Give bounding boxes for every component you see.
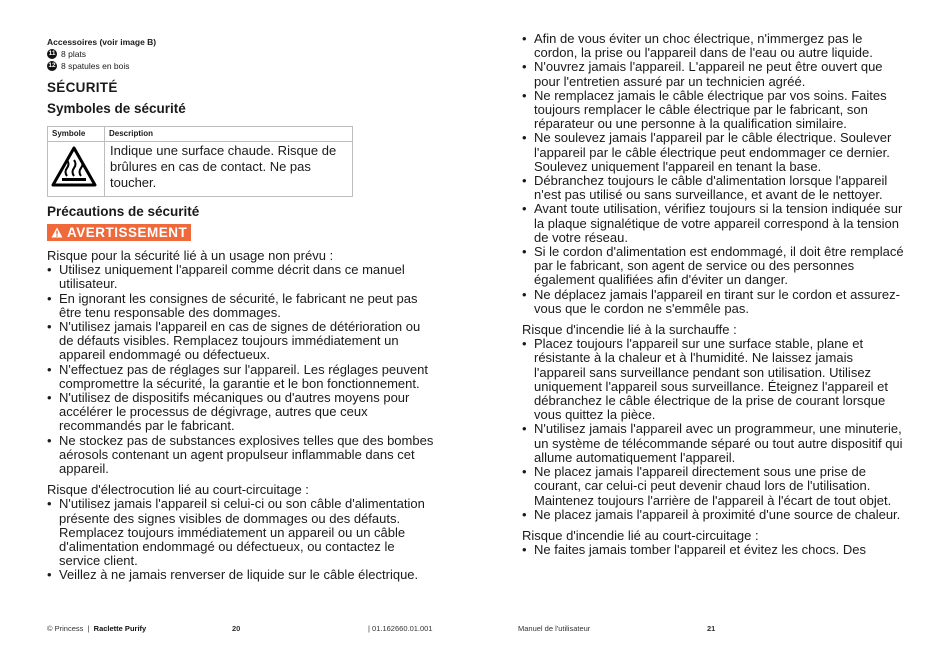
risk-heading: Risque d'incendie lié à la surchauffe :	[522, 322, 737, 338]
list-item: • Ne soulevez jamais l'appareil par le câble électrique. Soulever l'appareil par le câble électrique peut endommager ce dernier. Soulevez uniquement l'appareil en tenant la base.	[522, 131, 907, 174]
list-item: • Ne placez jamais l'appareil à proximité d'une source de chaleur.	[522, 508, 907, 522]
list-item: • Débranchez toujours le câble d'alimentation lorsque l'appareil n'est pas utilisé ou sans surveillance, et avant de le nettoyer.	[522, 174, 907, 202]
accessory-label: 8 plats	[61, 49, 87, 59]
accessory-item	[47, 60, 435, 72]
warning-banner	[47, 224, 191, 241]
warning-label: AVERTISSEMENT	[67, 225, 188, 240]
symbols-title: Symboles de sécurité	[47, 101, 186, 116]
footer-code: | 01.162660.01.001	[368, 624, 433, 633]
col-header-symbol: Symbole	[48, 127, 105, 142]
footer-brand: © Princess	[47, 624, 84, 633]
list-item: • N'utilisez jamais l'appareil en cas de signes de détérioration ou de défauts visibles. Remplacez toujours immédiatement un appareil endommagé ou défectueux.	[47, 320, 435, 363]
bullet-list	[522, 543, 907, 557]
footer-brand-line	[47, 624, 146, 633]
page-number-right: 21	[707, 624, 716, 633]
list-item: • Si le cordon d'alimentation est endommagé, il doit être remplacé par le fabricant, son agent de service ou des personnes également qualifiées afin d'éviter un danger.	[522, 245, 907, 288]
list-item: • Ne faites jamais tomber l'appareil et évitez les chocs. Des	[522, 543, 907, 557]
list-item: • Veillez à ne jamais renverser de liquide sur le câble électrique.	[47, 568, 435, 582]
footer-separator: |	[87, 624, 90, 633]
list-item: • N'utilisez de dispositifs mécaniques ou d'autres moyens pour accélérer le processus de dégivrage, autres que ceux recommandés par le fabricant.	[47, 391, 435, 434]
left-page	[47, 36, 435, 583]
page-number-left: 20	[232, 624, 241, 633]
risk-heading: Risque pour la sécurité lié à un usage non prévu :	[47, 248, 334, 263]
list-item: • Ne remplacez jamais le câble électrique par vos soins. Faites toujours remplacer le câble électrique par le fabricant, son réparateur ou une personne à la qualification similaire.	[522, 89, 907, 132]
list-item: • Ne déplacez jamais l'appareil en tirant sur le cordon et assurez-vous que le cordon ne s'emmêle pas.	[522, 288, 907, 316]
accessory-label: 8 spatules en bois	[61, 61, 130, 71]
accessory-item	[47, 48, 435, 60]
col-header-description: Description	[105, 127, 353, 142]
list-item: • Afin de vous éviter un choc électrique, n'immergez pas le cordon, la prise ou l'appareil dans de l'eau ou autre liquide.	[522, 32, 907, 60]
section-title: SÉCURITÉ	[47, 80, 118, 95]
hot-surface-icon	[51, 146, 97, 187]
list-item: • Utilisez uniquement l'appareil comme décrit dans ce manuel utilisateur.	[47, 263, 435, 291]
list-item: • Ne placez jamais l'appareil directement sous une prise de courant, car celui-ci peut devenir chaud lors de l'utilisation. Maintenez toujours l'arrière de l'appareil à l'écart de tout objet.	[522, 465, 907, 508]
bullet-list	[522, 32, 907, 316]
list-item: • N'ouvrez jamais l'appareil. L'appareil ne peut être ouvert que pour l'entretien assuré par un technicien agréé.	[522, 60, 907, 88]
bullet-list	[522, 337, 907, 522]
warning-triangle-icon	[51, 227, 63, 238]
list-item: • Avant toute utilisation, vérifiez toujours si la tension indiquée sur la plaque signalétique de votre appareil correspond à la tension de votre réseau.	[522, 202, 907, 245]
list-item: • N'utilisez jamais l'appareil si celui-ci ou son câble d'alimentation présente des signes visibles de dommages ou des défauts. Remplacez toujours immédiatement un appareil ou un câble d'alimentation endommagé ou défectueux, ou contactez le service client.	[47, 497, 435, 568]
symbol-cell	[48, 142, 105, 197]
list-item: • En ignorant les consignes de sécurité, le fabricant ne peut pas être tenu responsable des dommages.	[47, 292, 435, 320]
precautions-title: Précautions de sécurité	[47, 204, 200, 219]
list-item: • N'effectuez pas de réglages sur l'appareil. Les réglages peuvent compromettre la sécurité, la garantie et le bon fonctionnement.	[47, 363, 435, 391]
item-number-badge: 12	[48, 62, 56, 69]
risk-heading: Risque d'électrocution lié au court-circuitage :	[47, 482, 309, 498]
list-item: • N'utilisez jamais l'appareil avec un programmeur, une minuterie, un système de télécommande séparé ou tout autre dispositif qui allume automatiquement l'appareil.	[522, 422, 907, 465]
table-row	[48, 142, 353, 197]
safety-symbols-table	[47, 126, 353, 197]
risk-heading: Risque d'incendie lié au court-circuitage :	[522, 527, 759, 543]
symbol-description: Indique une surface chaude. Risque de brûlures en cas de contact. Ne pas toucher.	[105, 142, 353, 197]
bullet-list	[47, 497, 435, 582]
footer-product: Raclette Purify	[93, 624, 147, 633]
item-number-badge: 11	[48, 50, 56, 57]
accessories-title: Accessoires (voir image B)	[47, 37, 157, 47]
list-item: • Ne stockez pas de substances explosives telles que des bombes aérosols contenant un agent propulseur inflammable dans cet appareil.	[47, 434, 435, 477]
right-page	[522, 32, 907, 557]
footer-manual: Manuel de l'utilisateur	[518, 624, 591, 633]
bullet-list	[47, 263, 435, 476]
list-item: • Placez toujours l'appareil sur une surface stable, plane et résistante à la chaleur et à l'humidité. Ne laissez jamais l'appareil sans surveillance pendant son utilisation. Utilisez uniquement l'appareil sous surveillance. Éteignez l'appareil et débranchez le câble électrique de la prise de courant lorsque vous quittez la pièce.	[522, 337, 907, 422]
